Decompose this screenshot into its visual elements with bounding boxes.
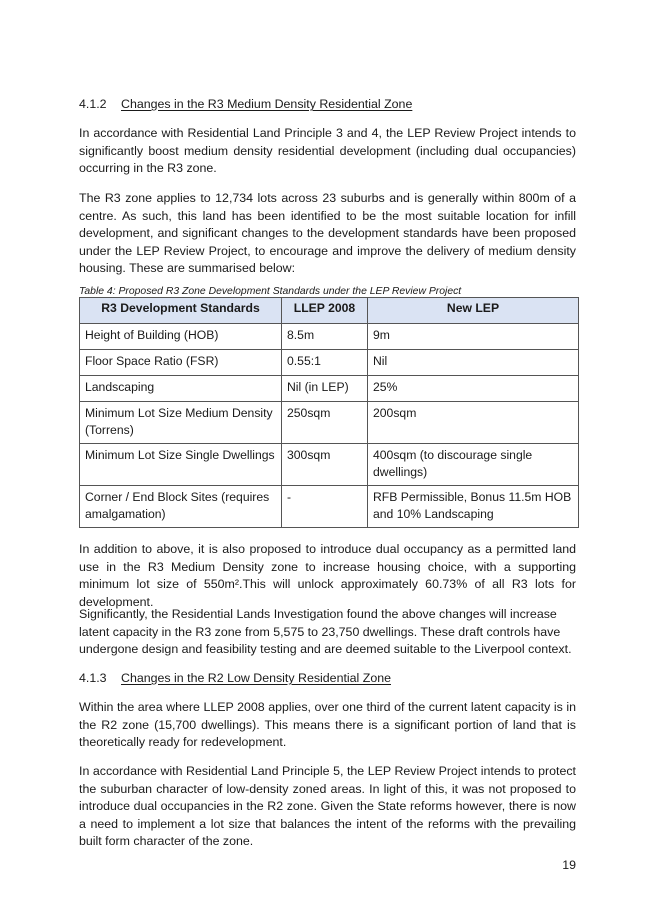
table-cell: 0.55:1 xyxy=(282,350,368,376)
column-header: New LEP xyxy=(368,298,579,324)
table-cell: Nil (in LEP) xyxy=(282,376,368,402)
paragraph: The R3 zone applies to 12,734 lots across 23 suburbs and is generally within 800m of a centre. As such, this land has been identified to be the most suitable location for infill development, and significant changes to the development standards have been proposed under the LEP Review Project, to encourage and improve the delivery of medium density housing. These are summarised below: xyxy=(79,191,576,276)
table-cell: Height of Building (HOB) xyxy=(80,324,282,350)
table-cell: 250sqm xyxy=(282,402,368,444)
table-cell: Minimum Lot Size Medium Density (Torrens) xyxy=(80,402,282,444)
table-row xyxy=(80,324,579,350)
page-number: 19 xyxy=(562,858,576,872)
table-cell: 300sqm xyxy=(282,444,368,486)
table-cell: 9m xyxy=(368,324,579,350)
table-row xyxy=(80,376,579,402)
table-cell: - xyxy=(282,486,368,528)
section-heading-4-1-3 xyxy=(79,670,576,686)
section-heading-4-1-2 xyxy=(79,96,576,112)
table-cell: Landscaping xyxy=(80,376,282,402)
table-cell: Floor Space Ratio (FSR) xyxy=(80,350,282,376)
column-header: R3 Development Standards xyxy=(80,298,282,324)
development-standards-table xyxy=(79,297,579,528)
table-header-row xyxy=(80,298,579,324)
table-row xyxy=(80,350,579,376)
table-row xyxy=(80,444,579,486)
table-cell: 400sqm (to discourage single dwellings) xyxy=(368,444,579,486)
table-cell: RFB Permissible, Bonus 11.5m HOB and 10% Landscaping xyxy=(368,486,579,528)
section-title: Changes in the R2 Low Density Residential Zone xyxy=(121,671,391,685)
section-number: 4.1.3 xyxy=(79,671,107,685)
table-cell: Corner / End Block Sites (requires amalgamation) xyxy=(80,486,282,528)
paragraph: In accordance with Residential Land Principle 3 and 4, the LEP Review Project intends to significantly boost medium density residential development (including dual occupancies) occurring in the R3 zone. xyxy=(79,126,576,176)
column-header: LLEP 2008 xyxy=(282,298,368,324)
table-row xyxy=(80,402,579,444)
table-cell: Minimum Lot Size Single Dwellings xyxy=(80,444,282,486)
table-cell: 200sqm xyxy=(368,402,579,444)
table-row xyxy=(80,486,579,528)
table-cell: Nil xyxy=(368,350,579,376)
table-cell: 8.5m xyxy=(282,324,368,350)
paragraph: In accordance with Residential Land Principle 5, the LEP Review Project intends to protect the suburban character of low-density zoned areas. In light of this, it was not proposed to introduce dual occupancies in the R2 zone. Given the State reforms however, there is now a need to implement a lot size that balances the intent of the reforms with the prevailing built form character of the zone. xyxy=(79,764,576,849)
paragraph: In addition to above, it is also proposed to introduce dual occupancy as a permitted land use in the R3 Medium Density zone to increase housing choice, with a supporting minimum lot size of 550m².This will unlock approximately 60.73% of all R3 lots for development. xyxy=(79,542,576,609)
table-caption: Table 4: Proposed R3 Zone Development Standards under the LEP Review Project xyxy=(79,286,462,297)
paragraph: Within the area where LLEP 2008 applies, over one third of the current latent capacity is in the R2 zone (15,700 dwellings). This means there is a significant portion of land that is theoretically ready for redevelopment. xyxy=(79,700,576,750)
paragraph: Significantly, the Residential Lands Investigation found the above changes will increase latent capacity in the R3 zone from 5,575 to 23,750 dwellings. These draft controls have undergone design and feasibility testing and are deemed suitable to the Liverpool context. xyxy=(79,607,572,657)
section-title: Changes in the R3 Medium Density Residential Zone xyxy=(121,97,413,111)
section-number: 4.1.2 xyxy=(79,97,107,111)
table-cell: 25% xyxy=(368,376,579,402)
